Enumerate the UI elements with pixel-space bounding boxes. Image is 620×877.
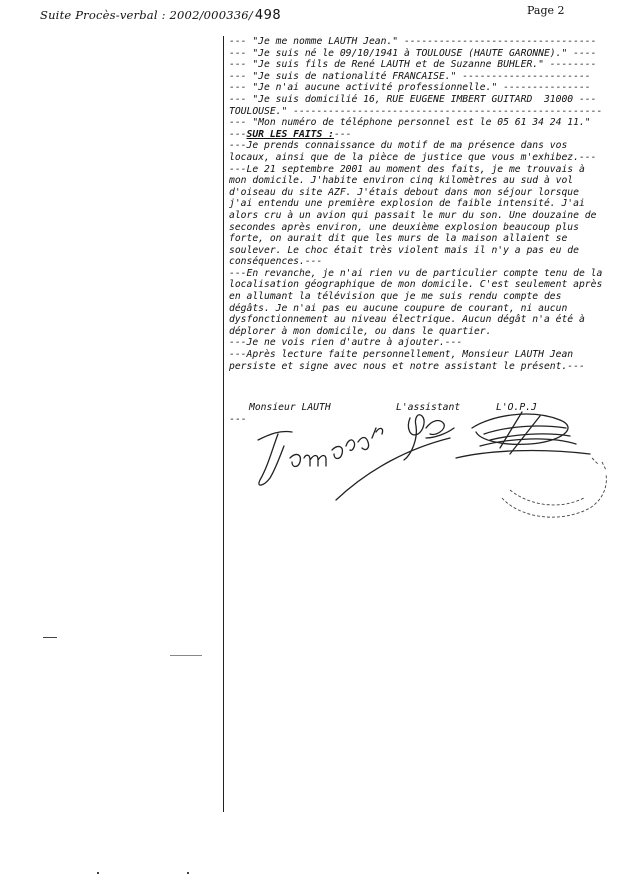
statement-line: en allumant la télévision que je me suis rendu compte des	[229, 291, 562, 303]
statement-line: secondes après environ, une deuxième explosion beaucoup plus	[229, 221, 579, 233]
statement-line: --- "Je suis né le 09/10/1941 à TOULOUSE (HAUTE GARONNE)." ----	[229, 47, 597, 59]
signature-assistant-icon	[404, 415, 454, 460]
statement-line: forte, on aurait dit que les murs de la maison allaient se	[229, 233, 568, 245]
statement-line: localisation géographique de mon domicile. C'est seulement après	[229, 279, 603, 291]
statement-line: --- "Je suis fils de René LAUTH et de Suzanne BUHLER." --------	[229, 59, 597, 71]
statement-line: TOULOUSE." -----------------------------------------------------	[229, 105, 603, 117]
statement-line: ---Je prends connaissance du motif de ma présence dans vos	[229, 140, 568, 152]
statement-line: ---Le 21 septembre 2001 au moment des faits, je me trouvais à	[229, 163, 585, 175]
statement-line: --- "Je suis domicilié 16, RUE EUGENE IMBERT GUITARD 31000 ---	[229, 93, 597, 105]
statement-line: --- "Je suis de nationalité FRANCAISE." ----------------------	[229, 70, 591, 82]
statement-line: ---Après lecture faite personnellement, Monsieur LAUTH Jean	[229, 349, 574, 361]
statement-line: j'ai entendu une première explosion de faible intensité. J'ai	[229, 198, 585, 210]
statement-line: dégâts. Je n'ai pas eu aucune coupure de courant, ni aucun	[229, 302, 568, 314]
signatory-monsieur-label: Monsieur LAUTH	[249, 402, 331, 413]
signatory-assistant-label: L'assistant	[396, 402, 461, 413]
statement-line: --- "Je me nomme LAUTH Jean." ---------------------------------	[229, 36, 597, 47]
statement-line: ---En revanche, je n'ai rien vu de particulier compte tenu de la	[229, 267, 603, 279]
margin-rule	[223, 36, 224, 812]
scan-mark	[43, 637, 57, 638]
signature-opj-icon	[456, 412, 590, 458]
scan-mark	[170, 655, 202, 656]
statement-line: soulever. Le choc était très violent mais il n'y a pas eu de	[229, 244, 579, 256]
header-reference-text: Suite Procès-verbal : 2002/000336/	[40, 8, 253, 22]
page-number: Page 2	[527, 4, 565, 17]
statement-line: persiste et signe avec nous et notre assistant le présent.---	[229, 360, 585, 372]
signatures-drawing	[240, 398, 620, 538]
statement-line: d'oiseau du site AZF. J'étais debout dans mon séjour lorsque	[229, 186, 579, 198]
statement-body	[229, 36, 609, 372]
statement-line: --- "Je n'ai aucune activité professionnelle." ---------------	[229, 82, 591, 94]
statement-line: locaux, ainsi que de la pièce de justice que vous m'exhibez.---	[229, 151, 597, 163]
closing-dashes: ---	[229, 414, 247, 425]
statement-line: --- "Mon numéro de téléphone personnel est le 05 61 34 24 11."	[229, 117, 591, 129]
scan-mark	[97, 872, 99, 874]
signature-lauth-icon	[258, 428, 450, 500]
statement-line: conséquences.---	[229, 256, 323, 268]
statement-line: mon domicile. J'habite environ cinq kilomètres au sud à vol	[229, 175, 574, 187]
statement-line: ---Je ne vois rien d'autre à ajouter.---	[229, 337, 463, 349]
section-heading-sur-les-faits: ---SUR LES FAITS :---	[229, 128, 352, 140]
handwritten-page-number: 498	[254, 8, 282, 23]
signatory-opj-label: L'O.P.J	[496, 402, 537, 413]
statement-line: alors cru à un avion qui passait le mur du son. Une douzaine de	[229, 209, 597, 221]
official-stamp-icon	[502, 458, 606, 517]
header-reference	[40, 8, 281, 23]
statement-line: dysfonctionnement au niveau électrique. Aucun dégât n'a été à	[229, 314, 585, 326]
scan-mark	[187, 872, 189, 874]
statement-line: déplorer à mon domicile, ou dans le quartier.	[229, 325, 492, 337]
